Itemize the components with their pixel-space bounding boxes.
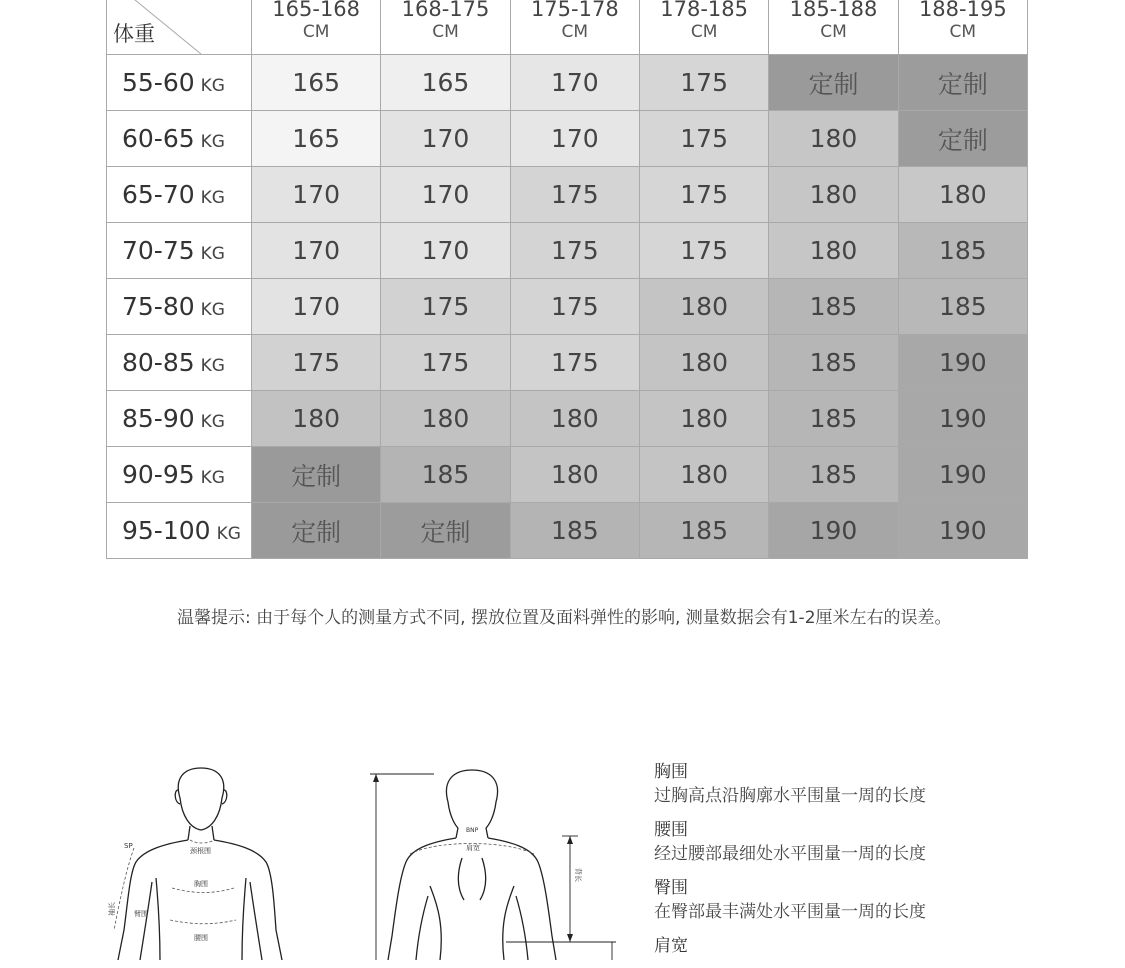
size-cell: 170 <box>252 279 381 335</box>
height-header <box>381 0 510 55</box>
size-cell: 170 <box>510 55 639 111</box>
table-row <box>107 391 1028 447</box>
size-cell: 180 <box>898 167 1027 223</box>
size-cell: 180 <box>510 391 639 447</box>
definition-term: 臀围 <box>654 878 688 898</box>
height-header <box>252 0 381 55</box>
definition-hip <box>654 876 1094 924</box>
weight-label <box>107 223 252 279</box>
measurement-definitions <box>654 760 1094 968</box>
size-cell: 175 <box>639 167 768 223</box>
size-cell: 175 <box>639 55 768 111</box>
definition-desc: 在臀部最丰满处水平围量一周的长度 <box>654 902 926 922</box>
front-arm-label: 臂围 <box>134 910 148 918</box>
weight-unit: KG <box>200 468 225 488</box>
weight-range: 60-65 <box>122 124 195 153</box>
weight-range: 75-80 <box>122 292 195 321</box>
weight-label <box>107 335 252 391</box>
size-cell: 180 <box>639 447 768 503</box>
height-header <box>769 0 898 55</box>
size-cell: 175 <box>510 223 639 279</box>
back-shoulder-label: 肩宽 <box>466 844 480 852</box>
back-body-diagram <box>366 766 616 960</box>
height-header <box>639 0 768 55</box>
height-header <box>510 0 639 55</box>
size-cell: 175 <box>639 111 768 167</box>
front-neck-label: 颈根围 <box>190 847 211 855</box>
size-cell: 170 <box>252 167 381 223</box>
size-cell: 定制 <box>769 55 898 111</box>
height-range: 165-168 <box>272 0 361 21</box>
size-cell: 定制 <box>252 447 381 503</box>
size-cell: 175 <box>510 335 639 391</box>
corner-cell <box>107 0 252 55</box>
size-cell: 定制 <box>252 503 381 559</box>
weight-unit: KG <box>200 244 225 264</box>
weight-label <box>107 279 252 335</box>
size-cell: 175 <box>252 335 381 391</box>
table-row <box>107 55 1028 111</box>
height-range: 168-175 <box>401 0 490 21</box>
size-cell: 定制 <box>381 503 510 559</box>
size-cell: 185 <box>898 223 1027 279</box>
size-cell: 185 <box>769 335 898 391</box>
size-cell: 170 <box>510 111 639 167</box>
size-cell: 175 <box>381 335 510 391</box>
table-row <box>107 167 1028 223</box>
weight-label <box>107 447 252 503</box>
size-cell: 定制 <box>898 55 1027 111</box>
table-row <box>107 279 1028 335</box>
size-cell: 170 <box>252 223 381 279</box>
size-cell: 180 <box>639 335 768 391</box>
weight-label <box>107 111 252 167</box>
weight-label <box>107 391 252 447</box>
size-cell: 190 <box>898 447 1027 503</box>
weight-range: 85-90 <box>122 404 195 433</box>
weight-range: 95-100 <box>122 516 211 545</box>
height-unit: CM <box>302 21 330 42</box>
weight-unit: KG <box>200 356 225 376</box>
back-length-label: 背长 <box>574 868 582 882</box>
size-table <box>106 0 1028 559</box>
size-cell: 175 <box>510 167 639 223</box>
table-body <box>107 55 1028 559</box>
weight-unit: KG <box>216 524 241 544</box>
size-cell: 190 <box>769 503 898 559</box>
size-cell: 190 <box>898 503 1027 559</box>
size-cell: 190 <box>898 335 1027 391</box>
size-cell: 185 <box>898 279 1027 335</box>
size-cell: 185 <box>510 503 639 559</box>
size-cell: 175 <box>381 279 510 335</box>
definition-waist <box>654 818 1094 866</box>
weight-range: 55-60 <box>122 68 195 97</box>
size-cell: 185 <box>769 279 898 335</box>
weight-range: 65-70 <box>122 180 195 209</box>
weight-unit: KG <box>200 300 225 320</box>
size-cell: 185 <box>769 447 898 503</box>
measurement-tip: 温馨提示: 由于每个人的测量方式不同, 摆放位置及面料弹性的影响, 测量数据会有1-2厘米左右的误差。 <box>177 608 952 628</box>
size-cell: 185 <box>639 503 768 559</box>
size-cell: 185 <box>769 391 898 447</box>
height-range: 178-185 <box>660 0 749 21</box>
weight-label <box>107 55 252 111</box>
size-cell: 170 <box>381 223 510 279</box>
size-cell: 180 <box>381 391 510 447</box>
weight-label <box>107 503 252 559</box>
size-cell: 175 <box>510 279 639 335</box>
table-row <box>107 447 1028 503</box>
front-chest-label: 胸围 <box>194 880 208 888</box>
front-body-diagram <box>104 760 314 960</box>
height-unit: CM <box>561 21 589 42</box>
size-cell: 165 <box>252 111 381 167</box>
size-cell: 180 <box>639 391 768 447</box>
size-cell: 180 <box>769 167 898 223</box>
weight-range: 80-85 <box>122 348 195 377</box>
weight-label <box>107 167 252 223</box>
front-body-svg <box>104 760 314 960</box>
size-cell: 180 <box>769 111 898 167</box>
back-body-svg <box>366 766 616 960</box>
size-cell: 190 <box>898 391 1027 447</box>
definition-desc: 过胸高点沿胸廓水平围量一周的长度 <box>654 786 926 806</box>
table-row <box>107 111 1028 167</box>
height-range: 188-195 <box>918 0 1007 21</box>
back-bnp-label: BNP <box>466 827 479 834</box>
height-range: 175-178 <box>530 0 619 21</box>
front-sp-label: SP <box>124 842 133 850</box>
definition-term: 肩宽 <box>654 936 688 956</box>
size-cell: 180 <box>252 391 381 447</box>
definition-term: 腰围 <box>654 820 688 840</box>
size-cell: 165 <box>252 55 381 111</box>
corner-weight-label: 体重 <box>113 22 155 46</box>
definition-desc: 经过腰部最细处水平围量一周的长度 <box>654 844 926 864</box>
size-cell: 180 <box>639 279 768 335</box>
height-unit: CM <box>820 21 847 42</box>
weight-unit: KG <box>200 188 225 208</box>
table-row <box>107 335 1028 391</box>
weight-unit: KG <box>200 76 225 96</box>
corner-size-label <box>153 0 195 3</box>
height-unit: CM <box>432 21 459 42</box>
table-row <box>107 503 1028 559</box>
weight-range: 70-75 <box>122 236 195 265</box>
size-cell: 175 <box>639 223 768 279</box>
size-cell: 定制 <box>898 111 1027 167</box>
definition-term: 胸围 <box>654 762 688 782</box>
size-cell: 170 <box>381 167 510 223</box>
height-header <box>898 0 1027 55</box>
table-row <box>107 223 1028 279</box>
weight-unit: KG <box>200 132 225 152</box>
size-cell: 165 <box>381 55 510 111</box>
definition-chest <box>654 760 1094 808</box>
height-range: 185-188 <box>789 0 878 21</box>
size-cell: 180 <box>510 447 639 503</box>
height-unit: CM <box>949 21 977 42</box>
weight-range: 90-95 <box>122 460 195 489</box>
front-waist-label: 腰围 <box>194 934 208 942</box>
size-grid <box>106 0 1028 559</box>
header-row <box>107 0 1028 55</box>
front-sleeve-label: 袖长 <box>108 902 116 916</box>
definition-shoulder <box>654 934 1094 958</box>
size-cell: 170 <box>381 111 510 167</box>
size-cell: 180 <box>769 223 898 279</box>
height-unit: CM <box>690 21 718 42</box>
size-cell: 185 <box>381 447 510 503</box>
weight-unit: KG <box>200 412 225 432</box>
